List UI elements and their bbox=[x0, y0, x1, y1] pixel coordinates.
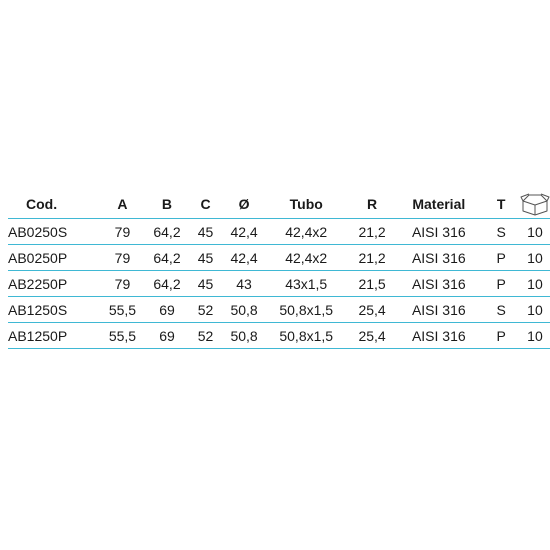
cell-cod: AB1250S bbox=[8, 297, 97, 323]
cell-r: 25,4 bbox=[349, 323, 395, 349]
table-row bbox=[8, 245, 550, 271]
cell-b: 69 bbox=[147, 323, 186, 349]
cell-a: 79 bbox=[97, 271, 147, 297]
cell-diameter: 42,4 bbox=[225, 219, 264, 245]
table-header bbox=[8, 190, 550, 219]
cell-diameter: 50,8 bbox=[225, 323, 264, 349]
cell-a: 55,5 bbox=[97, 297, 147, 323]
header-t: T bbox=[496, 196, 506, 212]
header-material: Material bbox=[412, 196, 466, 212]
header-r: R bbox=[367, 196, 378, 212]
table-row bbox=[8, 219, 550, 245]
cell-c: 45 bbox=[186, 271, 224, 297]
cell-c: 52 bbox=[186, 297, 224, 323]
header-tubo: Tubo bbox=[289, 196, 323, 212]
cell-r: 21,2 bbox=[349, 245, 395, 271]
cell-cod: AB0250P bbox=[8, 245, 97, 271]
cell-c: 52 bbox=[186, 323, 224, 349]
box-icon bbox=[520, 192, 550, 216]
header-c: C bbox=[200, 196, 211, 212]
cell-qty: 10 bbox=[520, 271, 550, 297]
cell-t: S bbox=[482, 297, 520, 323]
cell-material: AISI 316 bbox=[395, 245, 482, 271]
cell-cod: AB1250P bbox=[8, 323, 97, 349]
table-row bbox=[8, 323, 550, 349]
cell-b: 64,2 bbox=[147, 245, 186, 271]
cell-r: 25,4 bbox=[349, 297, 395, 323]
cell-b: 64,2 bbox=[147, 271, 186, 297]
cell-material: AISI 316 bbox=[395, 297, 482, 323]
cell-material: AISI 316 bbox=[395, 219, 482, 245]
table-row bbox=[8, 271, 550, 297]
header-cod: Cod. bbox=[26, 196, 58, 212]
cell-b: 69 bbox=[147, 297, 186, 323]
cell-material: AISI 316 bbox=[395, 323, 482, 349]
cell-tubo: 50,8x1,5 bbox=[264, 323, 349, 349]
cell-t: P bbox=[482, 271, 520, 297]
cell-b: 64,2 bbox=[147, 219, 186, 245]
cell-qty: 10 bbox=[520, 297, 550, 323]
cell-cod: AB2250P bbox=[8, 271, 97, 297]
spec-table bbox=[8, 190, 550, 349]
header-row bbox=[8, 190, 550, 219]
cell-diameter: 42,4 bbox=[225, 245, 264, 271]
header-pack-quantity bbox=[520, 190, 550, 219]
header-a: A bbox=[117, 196, 128, 212]
cell-a: 79 bbox=[97, 245, 147, 271]
cell-diameter: 43 bbox=[225, 271, 264, 297]
cell-qty: 10 bbox=[520, 323, 550, 349]
cell-r: 21,2 bbox=[349, 219, 395, 245]
table-body bbox=[8, 219, 550, 349]
cell-tubo: 50,8x1,5 bbox=[264, 297, 349, 323]
cell-cod: AB0250S bbox=[8, 219, 97, 245]
header-b: B bbox=[161, 196, 173, 212]
cell-a: 55,5 bbox=[97, 323, 147, 349]
cell-tubo: 43x1,5 bbox=[264, 271, 349, 297]
cell-t: P bbox=[482, 323, 520, 349]
cell-qty: 10 bbox=[520, 219, 550, 245]
cell-diameter: 50,8 bbox=[225, 297, 264, 323]
header-diameter: Ø bbox=[238, 196, 250, 212]
table-row bbox=[8, 297, 550, 323]
cell-tubo: 42,4x2 bbox=[264, 219, 349, 245]
cell-t: S bbox=[482, 219, 520, 245]
cell-qty: 10 bbox=[520, 245, 550, 271]
cell-t: P bbox=[482, 245, 520, 271]
cell-tubo: 42,4x2 bbox=[264, 245, 349, 271]
cell-material: AISI 316 bbox=[395, 271, 482, 297]
cell-a: 79 bbox=[97, 219, 147, 245]
cell-r: 21,5 bbox=[349, 271, 395, 297]
cell-c: 45 bbox=[186, 245, 224, 271]
cell-c: 45 bbox=[186, 219, 224, 245]
